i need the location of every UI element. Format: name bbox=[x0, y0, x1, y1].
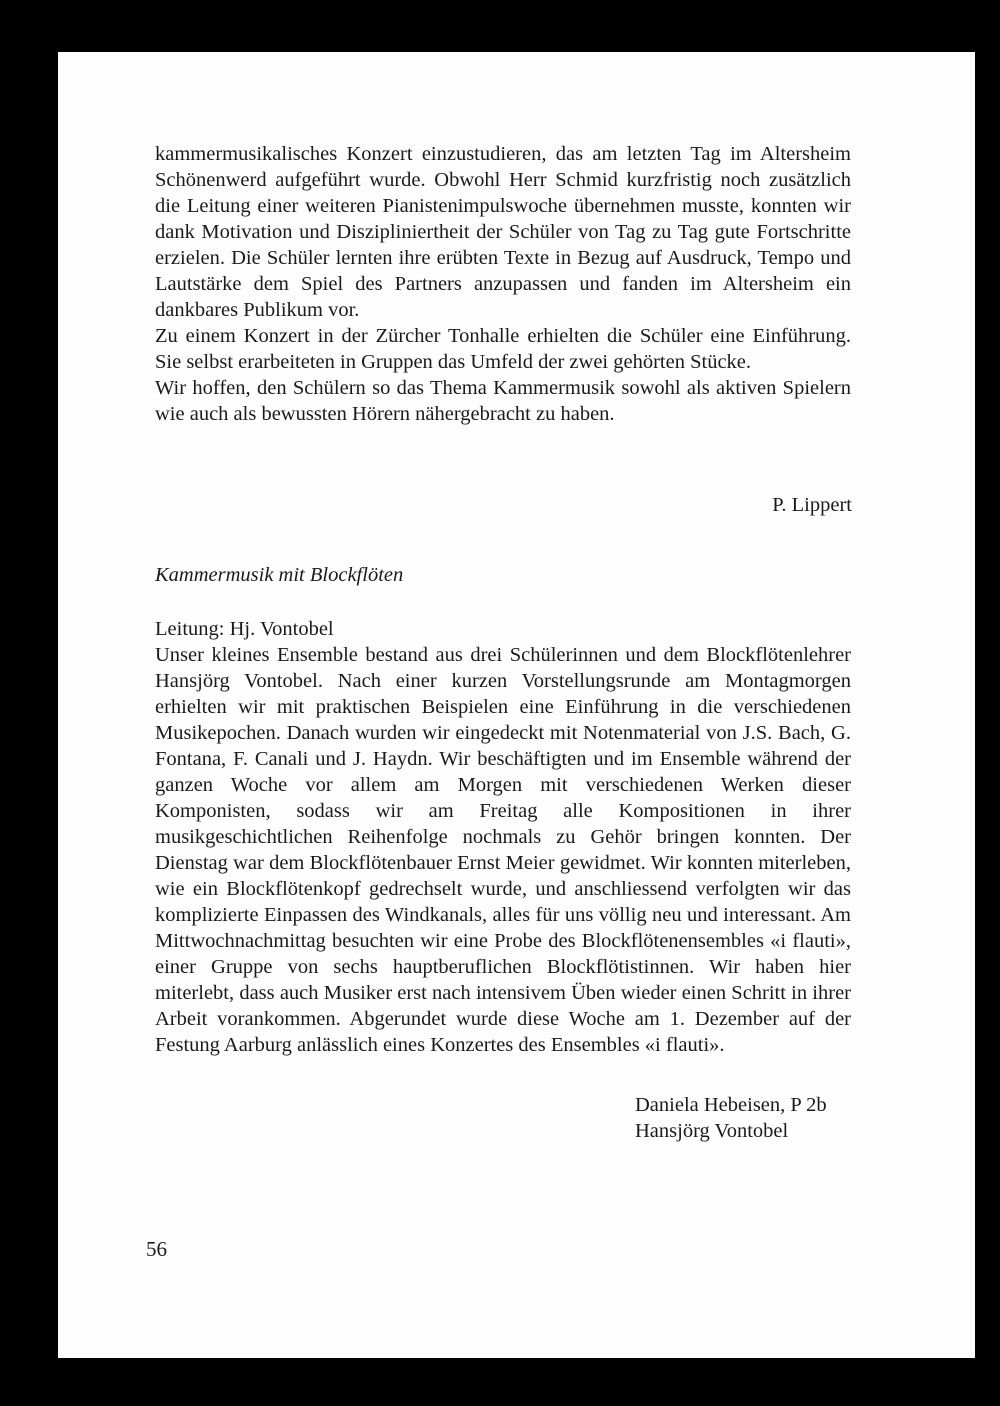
article2-paragraph: Unser kleines Ensemble bestand aus drei Schülerinnen und dem Blockflötenlehrer Hansjörg Vontobel. Nach einer kurzen Vorstellungsrunde am Montagmorgen erhielten wir mit praktischen Beispielen eine Einführung in die verschiedenen Musikepochen. Danach wurden wir eingedeckt mit Notenmaterial von J.S. Bach, G. Fontana, F. Canali und J. Haydn. Wir beschäftigten und im Ensemble während der ganzen Woche vor allem am Morgen mit verschiedenen Werken dieser Komponisten, sodass wir am Freitag alle Kompositionen in ihrer musikgeschichtlichen Reihenfolge nochmals zu Gehör bringen konnten. Der Dienstag war dem Blockflötenbauer Ernst Meier gewidmet. Wir konnten miterleben, wie ein Blockflötenkopf gedrechselt wurde, und anschliessend verfolgten wir das komplizierte Einpassen des Windkanals, alles für uns völlig neu und interessant. Am Mittwochnachmittag besuchten wir eine Probe des Blockflötenensembles «i flauti», einer Gruppe von sechs hauptberuflichen Blockflötistinnen. Wir haben hier miterlebt, dass auch Musiker erst nach intensivem Üben wieder einen Schritt in ihrer Arbeit vorankommen. Abgerundet wurde diese Woche am 1. Dezember auf der Festung Aarburg anlässlich eines Konzertes des Ensembles «i flauti». bbox=[155, 644, 851, 1056]
page-number: 56 bbox=[146, 1237, 167, 1261]
signature-line: Hansjörg Vontobel bbox=[635, 1120, 789, 1142]
article2-signatures bbox=[635, 1092, 827, 1144]
article2-body bbox=[155, 616, 851, 1058]
article2-leitung: Leitung: Hj. Vontobel bbox=[155, 618, 334, 640]
article2-title: Kammermusik mit Blockflöten bbox=[155, 564, 404, 586]
article1-paragraph: kammermusikalisches Konzert einzustudieren, das am letzten Tag im Altersheim Schönenwerd aufgeführt wurde. Obwohl Herr Schmid kurzfristig noch zusätzlich die Leitung einer weiteren Pianistenimpulswoche übernehmen musste, konnten wir dank Motivation und Diszipliniertheit der Schüler von Tag zu Tag gute Fortschritte erzielen. Die Schüler lernten ihre erübten Texte in Bezug auf Ausdruck, Tempo und Lautstärke dem Spiel des Partners anzupassen und fanden im Altersheim ein dankbares Publikum vor. bbox=[155, 143, 851, 321]
article1-paragraph: Wir hoffen, den Schülern so das Thema Kammermusik sowohl als aktiven Spielern wie auch als bewussten Hörern nähergebracht zu haben. bbox=[155, 377, 851, 425]
article1-signature: P. Lippert bbox=[772, 494, 852, 516]
signature-line: Daniela Hebeisen, P 2b bbox=[635, 1094, 827, 1116]
document-page bbox=[58, 52, 975, 1358]
article1-paragraph: Zu einem Konzert in der Zürcher Tonhalle erhielten die Schüler eine Einführung. Sie selbst erarbeiteten in Gruppen das Umfeld der zwei gehörten Stücke. bbox=[155, 325, 851, 373]
article1-body bbox=[155, 141, 851, 427]
